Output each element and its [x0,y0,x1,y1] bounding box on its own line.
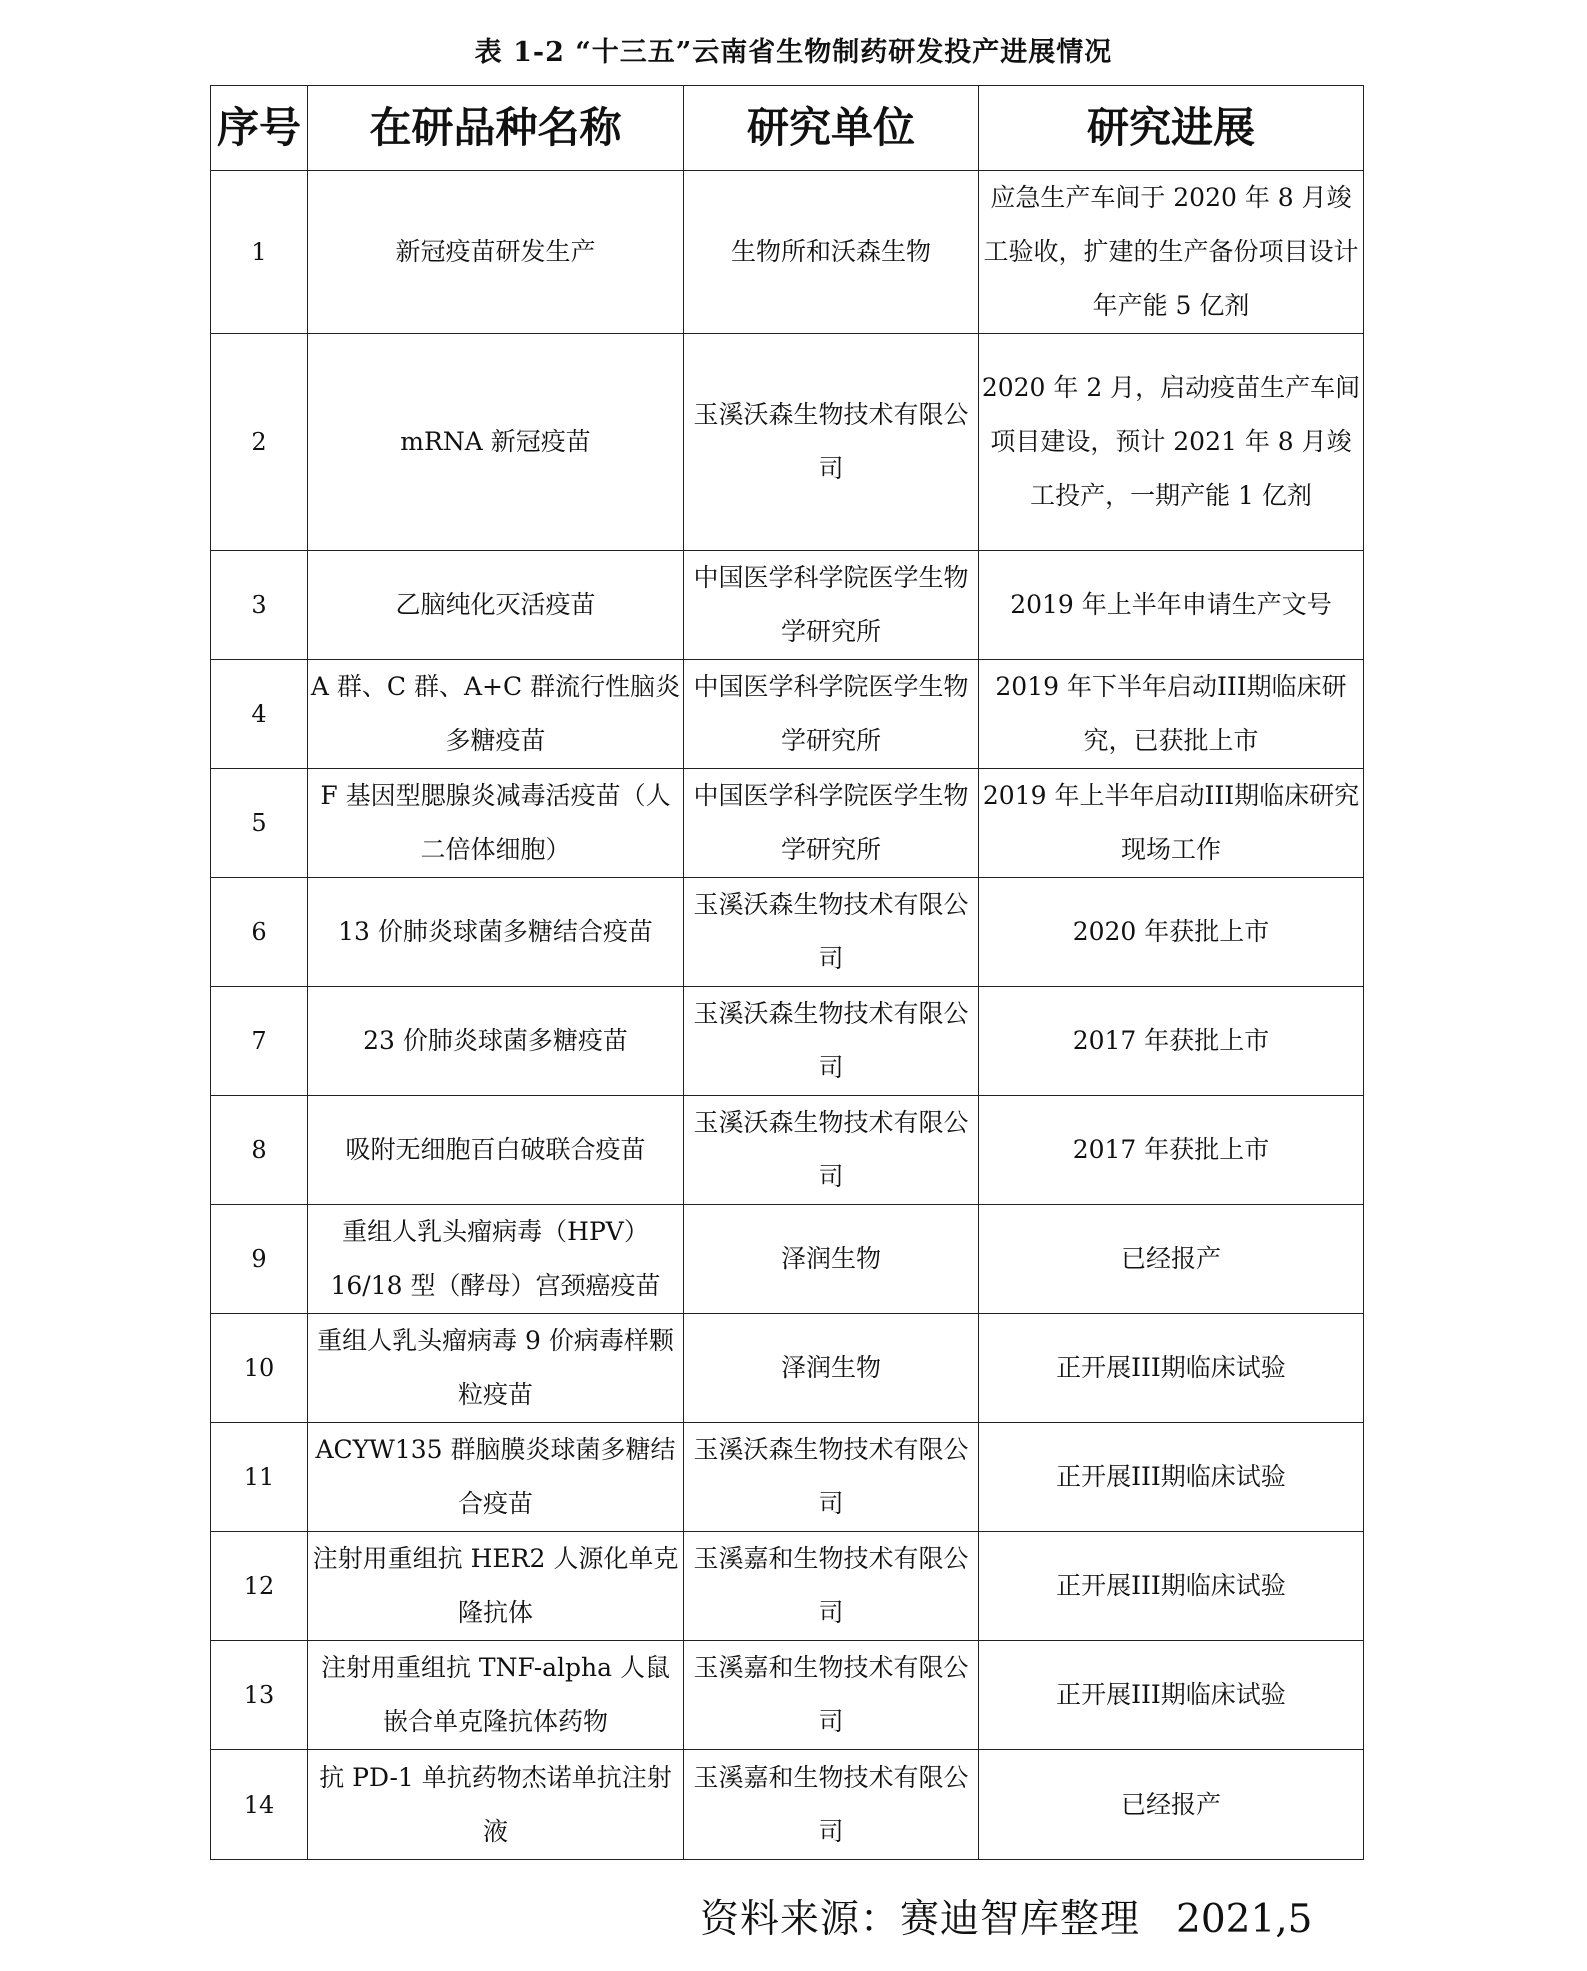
row-serial: 7 [211,987,308,1096]
row-progress: 2017 年获批上市 [979,1096,1364,1205]
row-research-unit: 中国医学科学院医学生物学研究所 [684,660,979,769]
row-research-unit: 中国医学科学院医学生物学研究所 [684,551,979,660]
row-serial: 13 [211,1641,308,1750]
row-research-unit: 玉溪沃森生物技术有限公司 [684,334,979,551]
header-serial: 序号 [211,86,308,171]
row-product-name: 注射用重组抗 TNF-alpha 人鼠嵌合单克隆抗体药物 [308,1641,684,1750]
row-product-name: 注射用重组抗 HER2 人源化单克隆抗体 [308,1532,684,1641]
table-row [211,878,1364,987]
source-note [700,1888,1312,1944]
table-row [211,769,1364,878]
row-progress: 正开展III期临床试验 [979,1423,1364,1532]
row-product-name: 新冠疫苗研发生产 [308,171,684,334]
row-serial: 3 [211,551,308,660]
row-research-unit: 玉溪嘉和生物技术有限公司 [684,1750,979,1860]
header-progress: 研究进展 [979,86,1364,171]
row-product-name: A 群、C 群、A+C 群流行性脑炎多糖疫苗 [308,660,684,769]
table-row [211,171,1364,334]
row-serial: 11 [211,1423,308,1532]
row-research-unit: 中国医学科学院医学生物学研究所 [684,769,979,878]
row-progress: 正开展III期临床试验 [979,1641,1364,1750]
table-header-row [211,86,1364,171]
row-serial: 5 [211,769,308,878]
header-product-name: 在研品种名称 [308,86,684,171]
table-row [211,660,1364,769]
row-serial: 2 [211,334,308,551]
table-row [211,1750,1364,1860]
row-progress: 2019 年下半年启动III期临床研究，已获批上市 [979,660,1364,769]
row-research-unit: 玉溪嘉和生物技术有限公司 [684,1532,979,1641]
row-product-name: 抗 PD-1 单抗药物杰诺单抗注射液 [308,1750,684,1860]
row-product-name: 乙脑纯化灭活疫苗 [308,551,684,660]
row-progress: 已经报产 [979,1205,1364,1314]
row-product-name: 吸附无细胞百白破联合疫苗 [308,1096,684,1205]
row-research-unit: 玉溪沃森生物技术有限公司 [684,987,979,1096]
row-serial: 6 [211,878,308,987]
table-row [211,1096,1364,1205]
table-caption: 表 1-2 “十三五”云南省生物制药研发投产进展情况 [474,37,1113,68]
row-serial: 8 [211,1096,308,1205]
row-product-name: mRNA 新冠疫苗 [308,334,684,551]
row-progress: 2020 年获批上市 [979,878,1364,987]
row-progress: 2017 年获批上市 [979,987,1364,1096]
row-research-unit: 玉溪沃森生物技术有限公司 [684,1423,979,1532]
progress-table [210,85,1364,1860]
row-progress: 已经报产 [979,1750,1364,1860]
row-progress: 应急生产车间于 2020 年 8 月竣工验收，扩建的生产备份项目设计年产能 5 亿剂 [979,171,1364,334]
row-product-name: F 基因型腮腺炎减毒活疫苗（人二倍体细胞） [308,769,684,878]
table-row [211,1532,1364,1641]
row-research-unit: 泽润生物 [684,1314,979,1423]
table-row [211,1314,1364,1423]
source-date: 2021,5 [1176,1897,1313,1942]
row-research-unit: 生物所和沃森生物 [684,171,979,334]
table-row [211,1205,1364,1314]
row-research-unit: 泽润生物 [684,1205,979,1314]
row-progress: 2019 年上半年启动III期临床研究现场工作 [979,769,1364,878]
row-serial: 4 [211,660,308,769]
row-progress: 正开展III期临床试验 [979,1532,1364,1641]
row-research-unit: 玉溪沃森生物技术有限公司 [684,1096,979,1205]
row-serial: 10 [211,1314,308,1423]
source-label: 资料来源：赛迪智库整理 [700,1897,1141,1942]
table-row [211,1641,1364,1750]
row-product-name: 23 价肺炎球菌多糖疫苗 [308,987,684,1096]
table-row [211,1423,1364,1532]
header-research-unit: 研究单位 [684,86,979,171]
row-product-name: 重组人乳头瘤病毒 9 价病毒样颗粒疫苗 [308,1314,684,1423]
row-research-unit: 玉溪嘉和生物技术有限公司 [684,1641,979,1750]
row-serial: 1 [211,171,308,334]
row-product-name: ACYW135 群脑膜炎球菌多糖结合疫苗 [308,1423,684,1532]
table-row [211,987,1364,1096]
table-row [211,551,1364,660]
row-serial: 9 [211,1205,308,1314]
table-row [211,334,1364,551]
row-product-name: 13 价肺炎球菌多糖结合疫苗 [308,878,684,987]
row-product-name: 重组人乳头瘤病毒（HPV）16/18 型（酵母）宫颈癌疫苗 [308,1205,684,1314]
row-serial: 12 [211,1532,308,1641]
row-serial: 14 [211,1750,308,1860]
row-progress: 2020 年 2 月，启动疫苗生产车间项目建设，预计 2021 年 8 月竣工投产，一期产能 1 亿剂 [979,334,1364,551]
row-progress: 正开展III期临床试验 [979,1314,1364,1423]
row-research-unit: 玉溪沃森生物技术有限公司 [684,878,979,987]
row-progress: 2019 年上半年申请生产文号 [979,551,1364,660]
